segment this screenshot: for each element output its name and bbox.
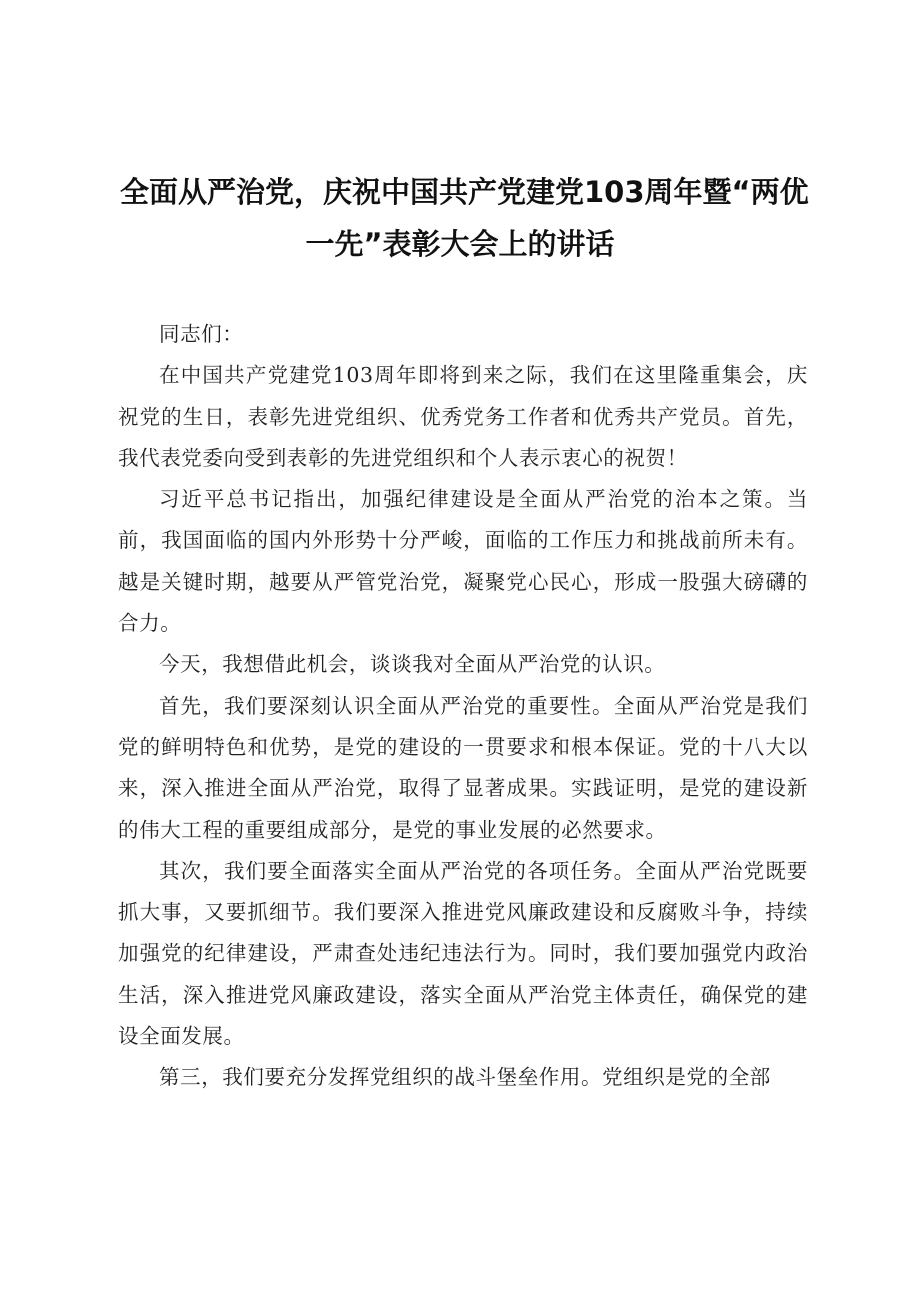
paragraph-3: 今天，我想借此机会，谈谈我对全面从严治党的认识。 — [159, 652, 666, 677]
document-body — [118, 314, 808, 1099]
paragraph-1: 在中国共产党建党103周年即将到来之际，我们在这里隆重集会，庆祝党的生日，表彰先进党组织、优秀党务工作者和优秀共产党员。首先，我代表党委向受到表彰的先进党组织和个人表示衷心的祝贺！ — [118, 363, 808, 470]
paragraph-2: 习近平总书记指出，加强纪律建设是全面从严治党的治本之策。当前，我国面临的国内外形势十分严峻，面临的工作压力和挑战前所未有。越是关键时期，越要从严管党治党，凝聚党心民心，形成一股强大磅礴的合力。 — [118, 487, 808, 636]
document-title — [120, 166, 809, 270]
title-line-2: 一先”表彰大会上的讲话 — [305, 227, 615, 261]
paragraph-6: 第三，我们要充分发挥党组织的战斗堡垒作用。党组织是党的全部 — [159, 1065, 771, 1090]
paragraph-4: 首先，我们要深刻认识全面从严治党的重要性。全面从严治党是我们党的鲜明特色和优势，是党的建设的一贯要求和根本保证。党的十八大以来，深入推进全面从严治党，取得了显著成果。实践证明，是党的建设新的伟大工程的重要组成部分，是党的事业发展的必然要求。 — [118, 693, 808, 842]
title-line-1: 全面从严治党，庆祝中国共产党建党103周年暨“两优 — [120, 175, 809, 209]
paragraph-5: 其次，我们要全面落实全面从严治党的各项任务。全面从严治党既要抓大事，又要抓细节。我们要深入推进党风廉政建设和反腐败斗争，持续加强党的纪律建设，严肃查处违纪违法行为。同时，我们要加强党内政治生活，深入推进党风廉政建设，落实全面从严治党主体责任，确保党的建设全面发展。 — [118, 858, 808, 1049]
greeting: 同志们： — [159, 322, 244, 346]
